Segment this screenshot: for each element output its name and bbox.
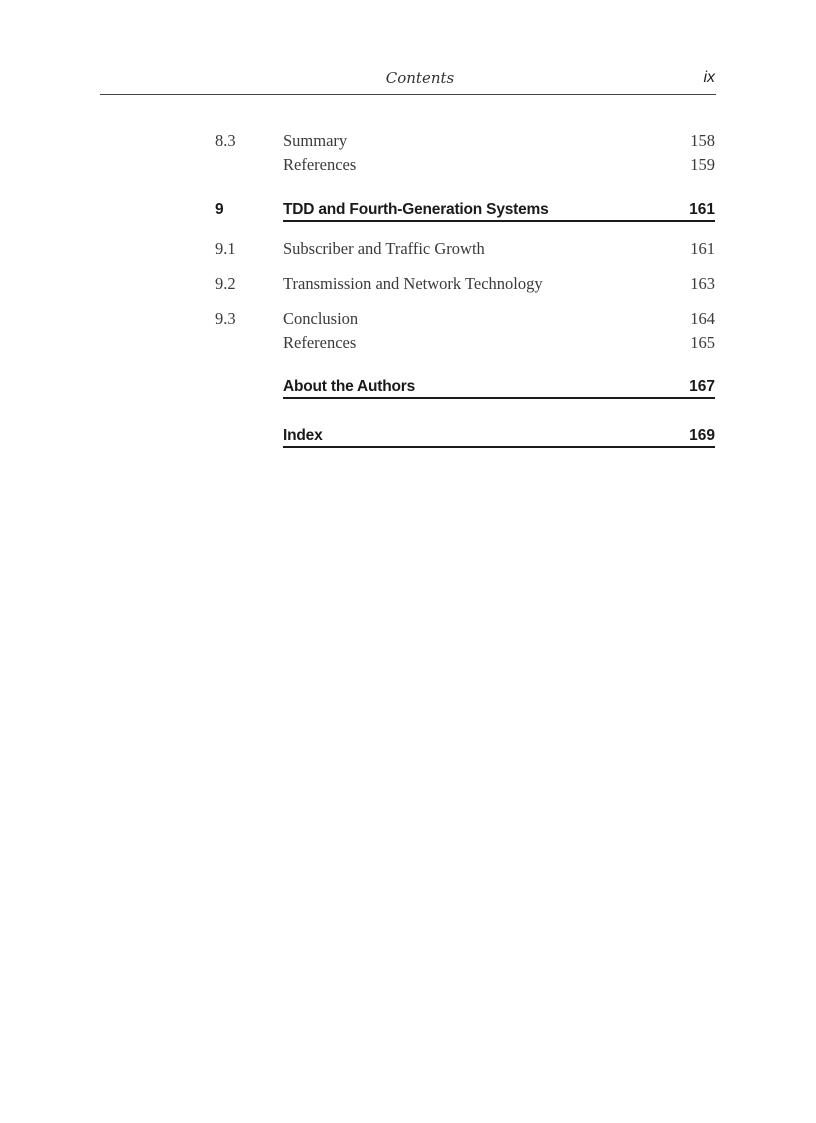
toc-entry-page: 159 — [690, 155, 715, 174]
toc-entry-title: Summary — [283, 131, 348, 150]
toc-entry-about-the-authors[interactable] — [0, 376, 816, 398]
toc-entry-section-9-2[interactable] — [0, 273, 816, 295]
chapter-rule — [283, 397, 715, 399]
toc-entry-page: 169 — [689, 427, 715, 444]
chapter-rule — [283, 446, 715, 448]
toc-entry-page: 167 — [689, 378, 715, 395]
header-divider — [100, 94, 716, 95]
toc-entry-page: 164 — [690, 309, 715, 328]
running-header-title: Contents — [385, 69, 455, 87]
running-header-page-number: ix — [703, 69, 715, 86]
toc-entry-number: 9.2 — [215, 274, 236, 293]
toc-entry-page: 163 — [690, 274, 715, 293]
toc-entry-title: Conclusion — [283, 309, 359, 328]
toc-entry-title: Transmission and Network Technology — [283, 274, 543, 293]
toc-entry-title: References — [283, 155, 357, 174]
toc-entry-title: References — [283, 333, 357, 352]
toc-entry-page: 161 — [690, 239, 715, 258]
toc-entry-index[interactable] — [0, 425, 816, 447]
chapter-rule — [283, 220, 715, 222]
toc-entry-page: 165 — [690, 333, 715, 352]
toc-entry-page: 161 — [689, 201, 715, 218]
toc-entry-number: 8.3 — [215, 131, 236, 150]
toc-entry-section-8-3[interactable] — [0, 130, 816, 152]
toc-entry-references-ch8[interactable] — [0, 154, 816, 176]
toc-entry-title: TDD and Fourth-Generation Systems — [283, 201, 549, 218]
toc-entry-title: Index — [283, 427, 323, 444]
toc-entry-section-9-1[interactable] — [0, 238, 816, 260]
toc-entry-page: 158 — [690, 131, 715, 150]
toc-entry-section-9-3[interactable] — [0, 308, 816, 330]
toc-entry-number: 9.1 — [215, 239, 236, 258]
toc-entry-title: About the Authors — [283, 378, 416, 395]
toc-entry-title: Subscriber and Traffic Growth — [283, 239, 485, 258]
toc-entry-number: 9.3 — [215, 309, 236, 328]
toc-entry-references-ch9[interactable] — [0, 332, 816, 354]
toc-entry-chapter-9[interactable] — [0, 199, 816, 221]
toc-entry-number: 9 — [215, 201, 224, 218]
